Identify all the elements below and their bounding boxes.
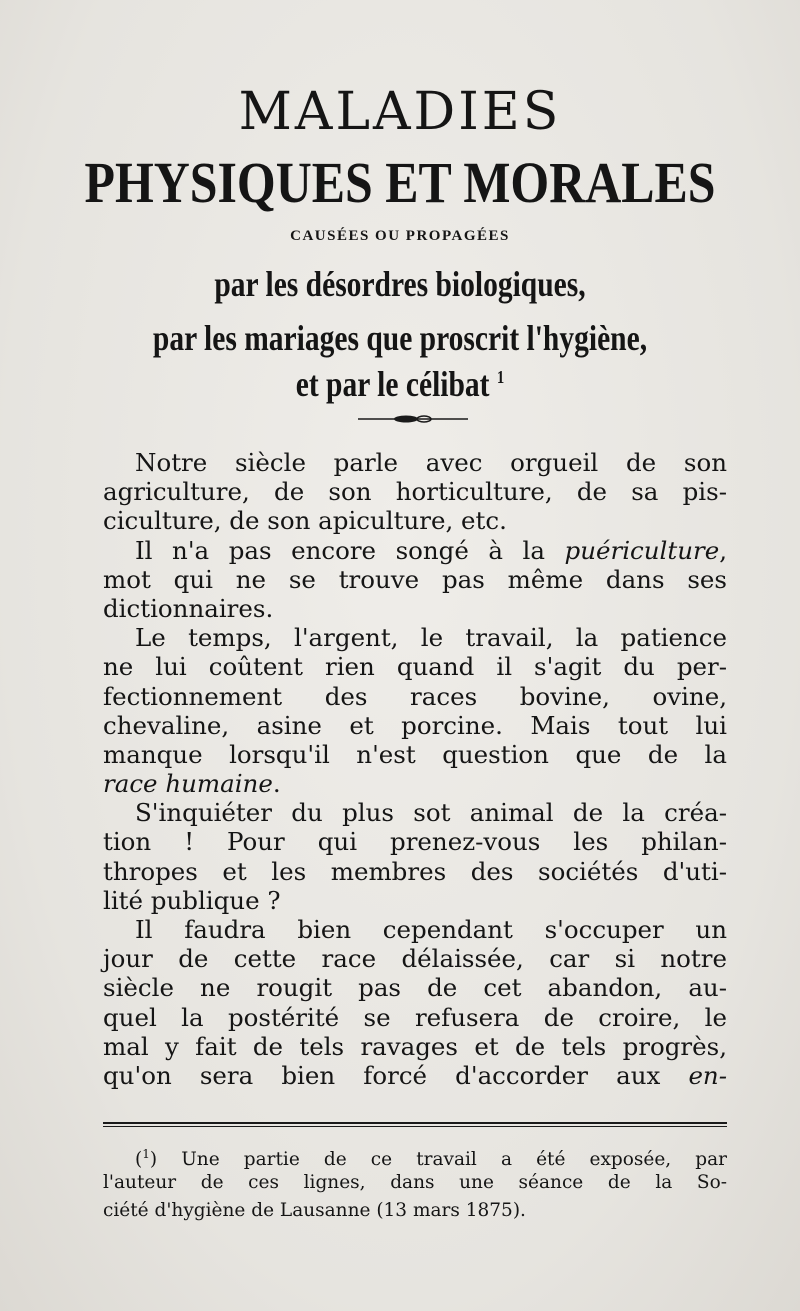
body-line: ciculture, de son apiculture, etc.: [103, 506, 507, 536]
footnote-rule-thin: [103, 1126, 727, 1127]
footnote-rule: [103, 1122, 727, 1124]
body-line: thropes et les membres des sociétés d'uti-: [103, 856, 727, 886]
body-line: Notre siècle parle avec orgueil de son: [135, 448, 727, 477]
body-line: tion ! Pour qui prenez-vous les philan-: [103, 827, 727, 857]
body-line: mot qui ne se trouve pas même dans ses: [103, 564, 727, 594]
title-line-2: PHYSIQUES ET MORALES: [84, 150, 716, 215]
body-line: chevaline, asine et porcine. Mais tout lui: [103, 710, 727, 740]
footnote-text-run: ) Une partie de ce travail a été exposée, par: [149, 1149, 727, 1171]
footnote-reference: 1: [496, 367, 505, 387]
body-line: fectionnement des races bovine, ovine,: [103, 681, 727, 711]
title-line-1: MALADIES: [238, 82, 562, 142]
footnote-marker: 1: [142, 1147, 150, 1161]
subheading-line-3-text: et par le célibat: [295, 364, 490, 404]
body-line: [103, 536, 727, 565]
body-line: jour de cette race délaissée, car si notre: [103, 944, 727, 974]
body-line: [103, 1061, 727, 1090]
subheading-line-1: par les désordres biologiques,: [214, 264, 586, 304]
italic-term: en-: [688, 1060, 727, 1090]
ornament-divider-icon: [358, 412, 468, 426]
body-line: dictionnaires.: [103, 593, 274, 623]
italic-term: puériculture: [564, 535, 720, 565]
footnote-line: l'auteur de ces lignes, dans une séance de la So-: [103, 1171, 727, 1193]
body-text: [103, 448, 727, 1090]
body-text-run: ,: [719, 535, 727, 565]
body-line: siècle ne rougit pas de cet abandon, au-: [103, 973, 727, 1003]
body-line: [103, 769, 727, 798]
body-line: mal y fait de tels ravages et de tels progrès,: [103, 1031, 727, 1061]
footnote-line: ($^1$) Une partie de ce travail a été exposée, par: [135, 1147, 727, 1171]
body-text-run: Il n'a pas encore songé à la: [135, 535, 565, 565]
body-line: ne lui coûtent rien quand il s'agit du per-: [103, 652, 727, 682]
body-line: manque lorsqu'il n'est question que de la: [103, 739, 727, 769]
footnote-line: ciété d'hygiène de Lausanne (13 mars 1875).: [103, 1200, 526, 1221]
body-text-run: qu'on sera bien forcé d'accorder aux: [103, 1060, 689, 1090]
subtitle: CAUSÉES OU PROPAGÉES: [290, 228, 510, 244]
body-text-run: .: [272, 769, 281, 799]
footnote: [103, 1140, 727, 1226]
body-line: S'inquiéter du plus sot animal de la créa-: [135, 798, 727, 828]
italic-term: race humaine: [103, 769, 273, 799]
body-line: Le temps, l'argent, le travail, la patience: [135, 623, 727, 653]
body-line: Il faudra bien cependant s'occuper un: [135, 915, 727, 944]
body-line: quel la postérité se refusera de croire, le: [103, 1002, 727, 1032]
body-line: agriculture, de son horticulture, de sa pis-: [103, 477, 727, 507]
subheading-line-3: [72, 362, 728, 406]
body-line: lité publique ?: [103, 885, 281, 915]
subheading-line-2: par les mariages que proscrit l'hygiène,: [152, 318, 648, 358]
